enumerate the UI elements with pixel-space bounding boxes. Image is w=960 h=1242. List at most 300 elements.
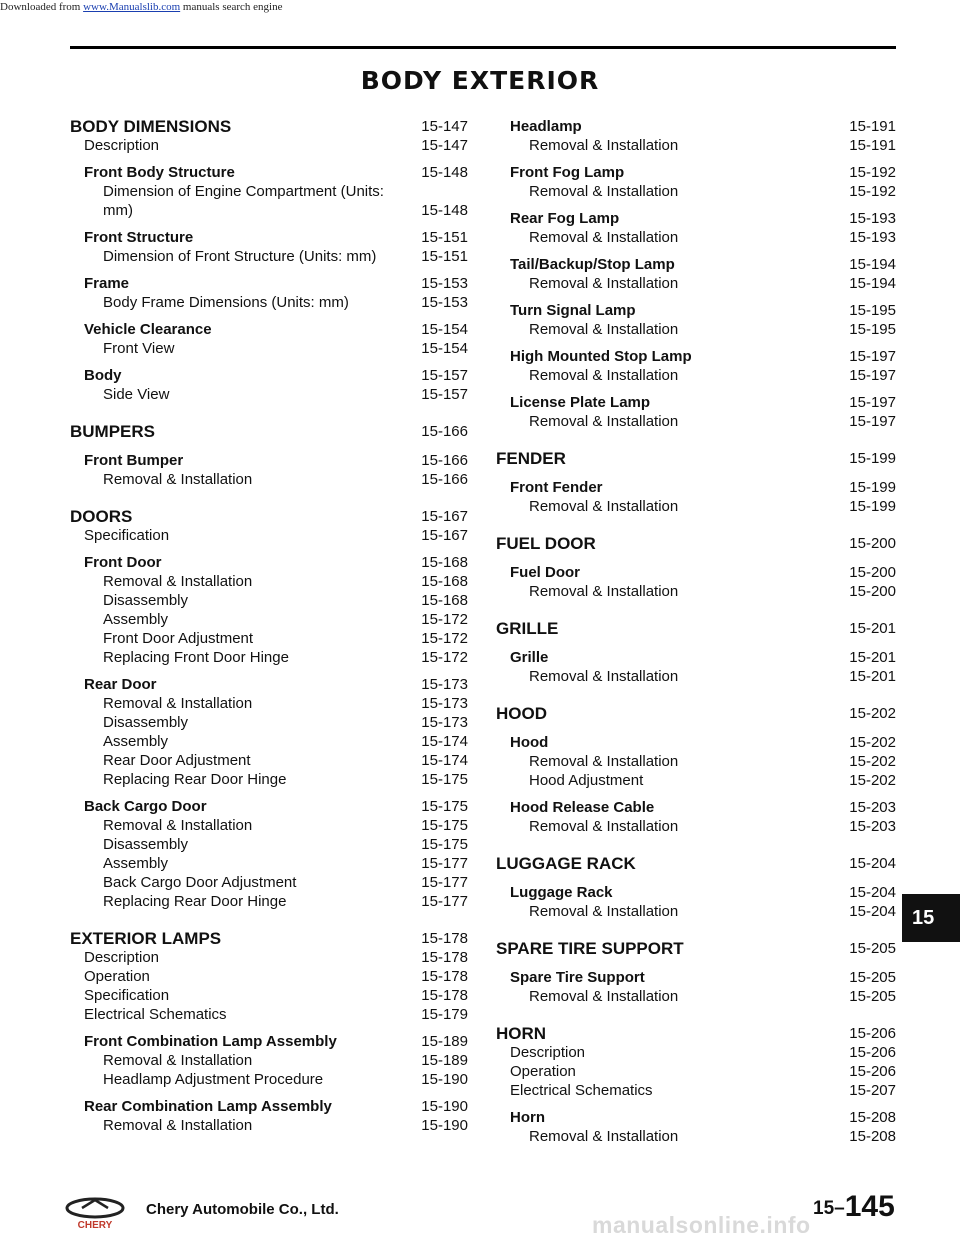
toc-entry-label: Specification — [84, 527, 170, 544]
toc-subsection-title-page: 15-200 — [849, 564, 896, 581]
toc-entry[interactable] — [70, 986, 468, 1005]
toc-entry-page: 15-157 — [421, 386, 468, 403]
toc-entry[interactable] — [496, 752, 896, 771]
toc-subsection-title[interactable] — [70, 451, 468, 470]
toc-section-title[interactable] — [496, 534, 896, 553]
toc-section — [70, 117, 468, 404]
toc-subsection-title[interactable] — [70, 553, 468, 572]
toc-subsection-title-label: Frame — [84, 275, 130, 292]
toc-section-title-page: 15-206 — [849, 1025, 896, 1042]
toc-entry[interactable] — [70, 1116, 468, 1135]
toc-section-title-page: 15-202 — [849, 705, 896, 722]
toc-entry-page: 15-192 — [849, 183, 896, 200]
toc-section — [496, 619, 896, 686]
toc-entry-label: Assembly — [103, 733, 169, 750]
toc-entry-label: Removal & Installation — [529, 321, 679, 338]
toc-entry-label: Rear Door Adjustment — [103, 752, 251, 769]
toc-entry-page: 15-177 — [421, 855, 468, 872]
toc-subsection — [70, 1032, 468, 1089]
toc-entry-page: 15-206 — [849, 1044, 896, 1061]
toc-subsection-title-page: 15-201 — [849, 649, 896, 666]
toc-entry-page: 15-173 — [421, 714, 468, 731]
toc-section — [496, 449, 896, 516]
toc-entry[interactable] — [70, 713, 468, 732]
toc-entry[interactable] — [496, 274, 896, 293]
toc-section-title-label: HOOD — [496, 704, 547, 723]
toc-subsection-title[interactable] — [496, 163, 896, 182]
toc-entry-label: Removal & Installation — [103, 1052, 253, 1069]
toc-entry[interactable] — [70, 610, 468, 629]
manualslib-link[interactable]: www.Manualslib.com — [83, 1, 181, 13]
toc-subsection — [70, 797, 468, 911]
toc-section — [70, 507, 468, 911]
toc-entry-label: Removal & Installation — [103, 471, 253, 488]
toc-entry[interactable] — [70, 1070, 468, 1089]
toc-entry-label: Electrical Schematics — [84, 1006, 227, 1023]
toc-section-title-page: 15-167 — [421, 508, 468, 525]
toc-subsection-title-label: Headlamp — [510, 118, 582, 135]
toc-subsection-title[interactable] — [70, 163, 468, 182]
toc-subsection-title-label: Front Fender — [510, 479, 603, 496]
toc-subsection-title-page: 15-203 — [849, 799, 896, 816]
page-prefix: 15– — [813, 1198, 845, 1219]
toc-entry[interactable] — [70, 572, 468, 591]
page-title: BODY EXTERIOR — [360, 66, 600, 95]
toc-entry[interactable] — [70, 526, 468, 545]
toc-entry-label: Assembly — [103, 855, 169, 872]
toc-entry-page: 15-201 — [849, 668, 896, 685]
toc-subsection-title[interactable] — [496, 1108, 896, 1127]
toc-entry[interactable] — [70, 247, 468, 266]
toc-entry[interactable] — [496, 987, 896, 1006]
toc-section — [496, 939, 896, 1006]
toc-subsection-list — [70, 553, 468, 911]
toc-subsection-list — [496, 733, 896, 836]
toc-subsection — [496, 883, 896, 921]
toc-subsection-title[interactable] — [70, 228, 468, 247]
toc-entry-label: Assembly — [103, 611, 169, 628]
toc-subsection-title[interactable] — [70, 274, 468, 293]
toc-entry-page: 15-197 — [849, 413, 896, 430]
toc-subsection-title-page: 15-199 — [849, 479, 896, 496]
toc-subsection-title-label: Front Structure — [84, 229, 194, 246]
toc-section-title-page: 15-147 — [421, 118, 468, 135]
toc-subsection-title[interactable] — [70, 320, 468, 339]
toc-entry[interactable] — [496, 366, 896, 385]
footer-company-name: Chery Automobile Co., Ltd. — [146, 1201, 339, 1218]
toc-subsection — [496, 798, 896, 836]
footer-page-number — [813, 1192, 895, 1222]
toc-section-title-page: 15-204 — [849, 855, 896, 872]
toc-subsection — [70, 320, 468, 358]
toc-entry[interactable] — [496, 136, 896, 155]
toc-entry-page: 15-168 — [421, 592, 468, 609]
toc-subsection-title[interactable] — [70, 366, 468, 385]
toc-entry[interactable] — [70, 293, 468, 312]
toc-section-title[interactable] — [496, 704, 896, 723]
toc-entry[interactable] — [70, 873, 468, 892]
toc-subsection-title[interactable] — [496, 347, 896, 366]
toc-entry-label: Replacing Front Door Hinge — [103, 649, 289, 666]
toc-subsection-list — [496, 968, 896, 1006]
toc-subsection-title-label: Grille — [510, 649, 549, 666]
toc-section-title[interactable] — [496, 939, 896, 958]
toc-section — [496, 534, 896, 601]
page-number: 145 — [844, 1190, 895, 1223]
toc-entry-label: Electrical Schematics — [510, 1082, 653, 1099]
toc-entry-page: 15-194 — [849, 275, 896, 292]
toc-entry-label: Removal & Installation — [529, 753, 679, 770]
toc-section-title[interactable] — [496, 449, 896, 468]
toc-entry[interactable] — [70, 385, 468, 404]
download-banner — [0, 0, 400, 14]
toc-subsection — [496, 163, 896, 201]
toc-section-title-label: FUEL DOOR — [496, 534, 596, 553]
toc-entry-label: Removal & Installation — [529, 818, 679, 835]
toc-entry-label: Removal & Installation — [529, 183, 679, 200]
toc-entry[interactable] — [496, 497, 896, 516]
toc-entry-page: 15-202 — [849, 753, 896, 770]
toc-section-title[interactable] — [496, 619, 896, 638]
toc-subsection-title-page: 15-189 — [421, 1033, 468, 1050]
section-gap — [70, 441, 468, 451]
toc-entry-label: Removal & Installation — [529, 583, 679, 600]
toc-subsection-title-page: 15-192 — [849, 164, 896, 181]
toc-entry[interactable] — [70, 816, 468, 835]
toc-entry-label: Removal & Installation — [529, 275, 679, 292]
toc-entry[interactable] — [496, 320, 896, 339]
toc-entry[interactable] — [70, 470, 468, 489]
toc-subsection-list — [496, 563, 896, 601]
toc-entry-page: 15-179 — [421, 1006, 468, 1023]
toc-subsection-title-label: Body — [84, 367, 122, 384]
toc-entry-label: Removal & Installation — [529, 367, 679, 384]
toc-subsection-title-label: Horn — [510, 1109, 545, 1126]
toc-subsection-title-label: Rear Fog Lamp — [510, 210, 620, 227]
toc-subsection — [496, 255, 896, 293]
toc-subsection — [496, 117, 896, 155]
toc-subsection-title[interactable] — [496, 563, 896, 582]
toc-section-title-page: 15-199 — [849, 450, 896, 467]
section-gap — [496, 873, 896, 883]
toc-subsection — [496, 1108, 896, 1146]
toc-entry[interactable] — [70, 182, 468, 220]
toc-subsection-title-label: Spare Tire Support — [510, 969, 645, 986]
toc-section-title[interactable] — [496, 854, 896, 873]
toc-subsection — [70, 675, 468, 789]
toc-subsection — [70, 1097, 468, 1135]
toc-entry[interactable] — [70, 1051, 468, 1070]
toc-entry-page: 15-205 — [849, 988, 896, 1005]
toc-entry-page: 15-175 — [421, 836, 468, 853]
toc-entry-label: Removal & Installation — [103, 817, 253, 834]
toc-subsection-title-page: 15-173 — [421, 676, 468, 693]
toc-subsection-title-label: Rear Combination Lamp Assembly — [84, 1098, 332, 1115]
toc-entry-label: Disassembly — [103, 714, 189, 731]
toc-subsection — [496, 563, 896, 601]
toc-subsection-title-page: 15-157 — [421, 367, 468, 384]
toc-subsection-title-page: 15-191 — [849, 118, 896, 135]
section-gap — [496, 553, 896, 563]
toc-section-title-page: 15-201 — [849, 620, 896, 637]
toc-subsection-title[interactable] — [70, 797, 468, 816]
toc-entry-page: 15-175 — [421, 817, 468, 834]
toc-section-title[interactable] — [70, 422, 468, 441]
toc-section — [70, 422, 468, 489]
toc-subsection-title-page: 15-190 — [421, 1098, 468, 1115]
toc-entry-label: Disassembly — [103, 836, 189, 853]
toc-entry-page: 15-190 — [421, 1117, 468, 1134]
toc-entry-page: 15-203 — [849, 818, 896, 835]
toc-subsection-title[interactable] — [496, 733, 896, 752]
toc-subsection — [496, 393, 896, 431]
section-gap — [496, 958, 896, 968]
toc-entry-label: Dimension of Front Structure (Units: mm) — [103, 248, 377, 265]
toc-entry[interactable] — [70, 136, 468, 155]
toc-subsection-title-page: 15-151 — [421, 229, 468, 246]
toc-subsection-title-label: Turn Signal Lamp — [510, 302, 636, 319]
toc-subsection — [496, 478, 896, 516]
toc-entry-page: 15-172 — [421, 630, 468, 647]
toc-subsection — [70, 553, 468, 667]
toc-subsection-title-page: 15-168 — [421, 554, 468, 571]
toc-subsection-title-label: Hood Release Cable — [510, 799, 655, 816]
toc-entry[interactable] — [70, 948, 468, 967]
toc-subsection-title[interactable] — [70, 675, 468, 694]
toc-entry[interactable] — [496, 228, 896, 247]
toc-entry-label: Removal & Installation — [529, 137, 679, 154]
toc-entry-label: Side View — [103, 386, 170, 403]
toc-subsection-title-label: Luggage Rack — [510, 884, 613, 901]
toc-entry[interactable] — [70, 751, 468, 770]
toc-section — [496, 704, 896, 836]
toc-entry[interactable] — [70, 694, 468, 713]
toc-subsection-title-label: Fuel Door — [510, 564, 580, 581]
toc-entry[interactable] — [496, 667, 896, 686]
toc-entry[interactable] — [70, 770, 468, 789]
toc-subsection — [496, 648, 896, 686]
toc-entry-page: 15-177 — [421, 874, 468, 891]
toc-section-title-label: BUMPERS — [70, 422, 156, 441]
toc-entry[interactable] — [70, 648, 468, 667]
toc-entry[interactable] — [496, 902, 896, 921]
toc-entry[interactable] — [496, 1081, 896, 1100]
toc-section-title-page: 15-178 — [421, 930, 468, 947]
toc-entry[interactable] — [496, 182, 896, 201]
toc-entry-page: 15-178 — [421, 968, 468, 985]
toc-entry-label: Removal & Installation — [529, 668, 679, 685]
toc-subsection-title[interactable] — [496, 883, 896, 902]
toc-entry-page: 15-174 — [421, 752, 468, 769]
toc-section-title[interactable] — [496, 1024, 896, 1043]
toc-subsection — [70, 366, 468, 404]
toc-subsection-list — [496, 1108, 896, 1146]
toc-section — [496, 854, 896, 921]
toc-entry-page: 15-151 — [421, 248, 468, 265]
toc-entry-page: 15-207 — [849, 1082, 896, 1099]
chery-logo-icon — [62, 1196, 128, 1230]
watermark: manualsonline.info — [592, 1212, 811, 1238]
toc-entry[interactable] — [70, 629, 468, 648]
toc-entry-label: Removal & Installation — [529, 229, 679, 246]
toc-section-title-page: 15-205 — [849, 940, 896, 957]
toc-left-column — [70, 117, 468, 1153]
toc-entry-label: Headlamp Adjustment Procedure — [103, 1071, 324, 1088]
toc-subsection-title[interactable] — [496, 478, 896, 497]
toc-entry-page: 15-191 — [849, 137, 896, 154]
toc-section-title-label: GRILLE — [496, 619, 559, 638]
toc-section-title-page: 15-166 — [421, 423, 468, 440]
toc-subsection-title-label: Back Cargo Door — [84, 798, 207, 815]
toc-entry-page: 15-204 — [849, 903, 896, 920]
toc-entry-page: 15-154 — [421, 340, 468, 357]
toc-entry[interactable] — [70, 967, 468, 986]
toc-subsection-title-label: High Mounted Stop Lamp — [510, 348, 692, 365]
toc-entry-page: 15-195 — [849, 321, 896, 338]
toc-entry-page: 15-178 — [421, 949, 468, 966]
toc-entry-page: 15-173 — [421, 695, 468, 712]
toc-entry-label: Disassembly — [103, 592, 189, 609]
toc-entry-label: Removal & Installation — [529, 413, 679, 430]
toc-entry-page: 15-148 — [421, 202, 468, 219]
toc-entry-page: 15-193 — [849, 229, 896, 246]
toc-entry-label: Replacing Rear Door Hinge — [103, 771, 287, 788]
toc-subsection-title[interactable] — [496, 648, 896, 667]
toc-entry[interactable] — [496, 1127, 896, 1146]
toc-entry[interactable] — [70, 1005, 468, 1024]
toc-subsection-title-label: Rear Door — [84, 676, 157, 693]
toc-subsection-title[interactable] — [496, 393, 896, 412]
top-rule-divider — [70, 46, 896, 49]
toc-subsection — [70, 274, 468, 312]
toc-subsection-title-page: 15-197 — [849, 394, 896, 411]
chapter-tab-marker[interactable]: 15 — [902, 894, 960, 942]
toc-entry-page: 15-200 — [849, 583, 896, 600]
toc-subsection-title[interactable] — [496, 209, 896, 228]
toc-subsection — [496, 733, 896, 790]
toc-subsection-title[interactable] — [496, 255, 896, 274]
toc-subsection — [496, 968, 896, 1006]
toc-entry-page: 15-174 — [421, 733, 468, 750]
toc-entry-label: Operation — [510, 1063, 576, 1080]
toc-subsection-title-page: 15-195 — [849, 302, 896, 319]
toc-entry[interactable] — [496, 771, 896, 790]
toc-entry-page: 15-197 — [849, 367, 896, 384]
toc-entry-label: Description — [84, 137, 160, 154]
toc-section-title-label: EXTERIOR LAMPS — [70, 929, 222, 948]
toc-section-title-label: DOORS — [70, 507, 133, 526]
banner-prefix: Downloaded from — [0, 1, 81, 13]
toc-section-title-label: LUGGAGE RACK — [496, 854, 636, 873]
toc-entry[interactable] — [496, 817, 896, 836]
toc-subsection-title-label: Front Door — [84, 554, 162, 571]
toc-entry-page: 15-206 — [849, 1063, 896, 1080]
section-gap — [496, 638, 896, 648]
toc-entry[interactable] — [496, 582, 896, 601]
toc-subsection-list — [496, 883, 896, 921]
toc-right-column — [496, 117, 896, 1164]
toc-entry-label: Removal & Installation — [529, 498, 679, 515]
toc-subsection-title-page: 15-166 — [421, 452, 468, 469]
toc-entry[interactable] — [70, 892, 468, 911]
toc-subsection-title-page: 15-202 — [849, 734, 896, 751]
toc-entry-page: 15-189 — [421, 1052, 468, 1069]
toc-section-title-page: 15-200 — [849, 535, 896, 552]
toc-continued-subsections — [496, 117, 896, 431]
toc-entry-label: Removal & Installation — [103, 573, 253, 590]
toc-section — [70, 929, 468, 1135]
toc-subsection-title-label: License Plate Lamp — [510, 394, 651, 411]
toc-entry-label: Removal & Installation — [103, 1117, 253, 1134]
toc-entry-label: Description — [84, 949, 160, 966]
toc-entry-page: 15-166 — [421, 471, 468, 488]
toc-entry[interactable] — [70, 732, 468, 751]
toc-subsection-title[interactable] — [496, 968, 896, 987]
toc-entry-page: 15-167 — [421, 527, 468, 544]
toc-subsection — [70, 451, 468, 489]
toc-subsection-title-page: 15-204 — [849, 884, 896, 901]
toc-entry-label: Hood Adjustment — [529, 772, 644, 789]
toc-entry-page: 15-153 — [421, 294, 468, 311]
toc-subsection-list — [496, 648, 896, 686]
toc-entry-label: Front View — [103, 340, 175, 357]
toc-section — [496, 1024, 896, 1146]
toc-subsection-list — [70, 163, 468, 404]
toc-subsection-title-page: 15-148 — [421, 164, 468, 181]
toc-entry-label: Back Cargo Door Adjustment — [103, 874, 297, 891]
toc-subsection-list — [70, 1032, 468, 1135]
toc-entry-label: Operation — [84, 968, 150, 985]
toc-subsection-title[interactable] — [70, 1032, 468, 1051]
toc-subsection-title-label: Front Bumper — [84, 452, 184, 469]
toc-subsection-title[interactable] — [496, 301, 896, 320]
toc-entry[interactable] — [496, 412, 896, 431]
toc-entry[interactable] — [70, 835, 468, 854]
section-gap — [496, 468, 896, 478]
toc-entry[interactable] — [70, 339, 468, 358]
logo-text: CHERY — [77, 1220, 113, 1230]
toc-subsection-title-page: 15-193 — [849, 210, 896, 227]
toc-entry-label: Specification — [84, 987, 170, 1004]
toc-section-title[interactable] — [70, 117, 468, 136]
toc-entry-page: 15-208 — [849, 1128, 896, 1145]
toc-section-title[interactable] — [70, 929, 468, 948]
toc-subsection — [70, 163, 468, 220]
toc-subsection-title-page: 15-154 — [421, 321, 468, 338]
toc-entry[interactable] — [70, 591, 468, 610]
toc-subsection — [496, 301, 896, 339]
toc-section-title-label: BODY DIMENSIONS — [70, 117, 232, 136]
toc-entry-page: 15-147 — [421, 137, 468, 154]
toc-subsection-title[interactable] — [70, 1097, 468, 1116]
toc-entry-page: 15-199 — [849, 498, 896, 515]
toc-entry-label: Dimension of Engine Compartment (Units: mm) — [103, 183, 384, 219]
toc-subsection-title-page: 15-153 — [421, 275, 468, 292]
toc-subsection-title[interactable] — [496, 117, 896, 136]
toc-subsection-title-page: 15-205 — [849, 969, 896, 986]
toc-section-title-label: HORN — [496, 1024, 547, 1043]
toc-entry[interactable] — [496, 1043, 896, 1062]
toc-section-title[interactable] — [70, 507, 468, 526]
toc-entry-page: 15-178 — [421, 987, 468, 1004]
toc-section-title-label: FENDER — [496, 449, 566, 468]
toc-subsection-title-label: Vehicle Clearance — [84, 321, 212, 338]
toc-subsection-title-label: Hood — [510, 734, 549, 751]
toc-subsection-title-label: Tail/Backup/Stop Lamp — [510, 256, 675, 273]
toc-entry[interactable] — [70, 854, 468, 873]
toc-entry[interactable] — [496, 1062, 896, 1081]
toc-subsection-title[interactable] — [496, 798, 896, 817]
